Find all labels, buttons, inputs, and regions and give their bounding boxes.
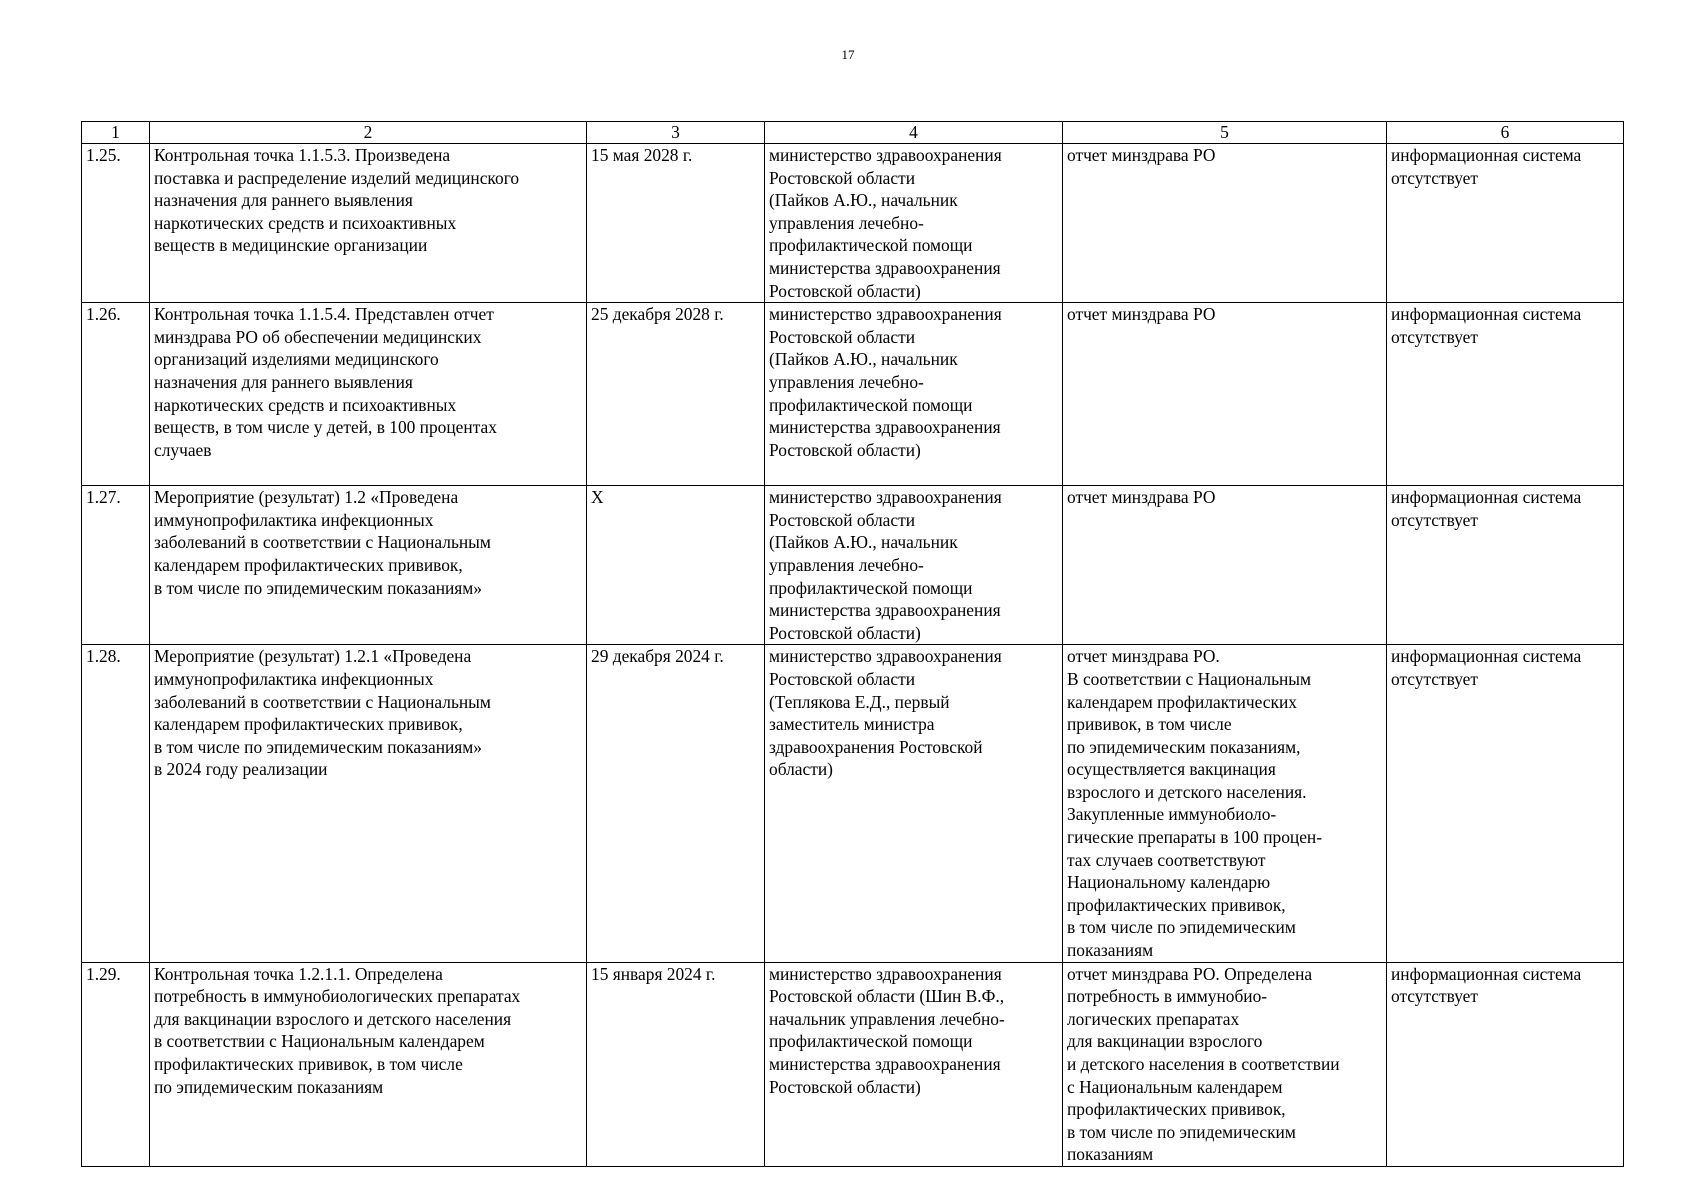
text-line: взрослого и детского населения. <box>1067 781 1307 802</box>
text-line: отчет минздрава РО <box>1067 304 1216 325</box>
header-cell: 4 <box>765 122 1063 144</box>
text-line: веществ в медицинские организации <box>154 235 428 256</box>
document-cell <box>1063 962 1387 1166</box>
row-number: 1.25. <box>82 144 150 303</box>
text-line: по эпидемическим показаниям <box>154 1076 384 1097</box>
text-line: для вакцинации взрослого <box>1067 1031 1263 1052</box>
header-cell: 2 <box>150 122 587 144</box>
text-line: профилактической помощи <box>769 394 973 415</box>
info-system-cell <box>1387 962 1624 1166</box>
text-line: (Теплякова Е.Д., первый <box>769 691 950 712</box>
text-line: профилактических прививок, <box>1067 1099 1286 1120</box>
plan-table <box>81 121 1624 1167</box>
text-line: профилактической помощи <box>769 577 973 598</box>
text-line: Ростовской области <box>769 509 916 530</box>
text-line: с Национальным календарем <box>1067 1076 1283 1097</box>
text-line: осуществляется вакцинация <box>1067 759 1276 780</box>
event-name-cell <box>150 962 587 1166</box>
header-cell: 5 <box>1063 122 1387 144</box>
text-line: управления лечебно- <box>769 371 924 392</box>
text-line: Закупленные иммунобиоло- <box>1067 804 1277 825</box>
event-name-cell <box>150 486 587 645</box>
header-cell: 1 <box>82 122 150 144</box>
text-line: заболеваний в соответствии с Национальным <box>154 691 491 712</box>
document-cell <box>1063 486 1387 645</box>
text-line: Ростовской области (Шин В.Ф., <box>769 986 1005 1007</box>
text-line: заболеваний в соответствии с Национальным <box>154 532 491 553</box>
header-cell: 3 <box>587 122 765 144</box>
row-number: 1.26. <box>82 303 150 486</box>
table-row <box>82 303 1624 486</box>
table-row <box>82 962 1624 1166</box>
text-line: отчет минздрава РО <box>1067 145 1216 165</box>
text-line: в том числе по эпидемическим <box>1067 1121 1296 1142</box>
text-line: календарем профилактических <box>1067 691 1297 712</box>
text-line: Ростовской области) <box>769 439 921 460</box>
date-cell: 25 декабря 2028 г. <box>587 303 765 486</box>
text-line: информационная система <box>1391 145 1582 165</box>
text-line: логических препаратах <box>1067 1008 1240 1029</box>
text-line: министерства здравоохранения <box>769 1054 1001 1074</box>
text-line: потребность в иммунобиологических препаратах <box>154 986 521 1007</box>
text-line: Ростовской области) <box>769 280 921 301</box>
date-cell: Х <box>587 486 765 645</box>
text-line: министерства здравоохранения <box>769 600 1001 621</box>
text-line: в том числе по эпидемическим показаниям» <box>154 736 483 757</box>
responsible-cell <box>765 962 1063 1166</box>
text-line: начальник управления лечебно- <box>769 1008 1005 1029</box>
text-line: показаниям <box>1067 940 1154 961</box>
text-line: прививок, в том числе <box>1067 714 1232 735</box>
document-cell <box>1063 645 1387 962</box>
text-line: Ростовской области <box>769 668 916 689</box>
text-line: министерство здравоохранения <box>769 646 1002 667</box>
text-line: отчет минздрава РО. <box>1067 646 1220 667</box>
text-line: министерства здравоохранения <box>769 417 1001 438</box>
text-line: министерства здравоохранения <box>769 257 1001 278</box>
text-line: Национальному календарю <box>1067 872 1271 893</box>
text-line: (Пайков А.Ю., начальник <box>769 532 958 553</box>
page-number: 17 <box>841 47 855 62</box>
text-line: министерство здравоохранения <box>769 963 1002 984</box>
text-line: отчет минздрава РО <box>1067 487 1216 508</box>
text-line: в соответствии с Национальным календарем <box>154 1031 485 1052</box>
text-line: календарем профилактических прививок, <box>154 554 463 575</box>
text-line: управления лечебно- <box>769 554 924 575</box>
text-line: Ростовской области <box>769 326 916 347</box>
date-cell: 15 мая 2028 г. <box>587 144 765 303</box>
text-line: показаниям <box>1067 1144 1154 1165</box>
text-line: отсутствует <box>1391 326 1478 347</box>
text-line: информационная система <box>1391 963 1582 984</box>
text-line: Мероприятие (результат) 1.2 «Проведена <box>154 487 459 508</box>
text-line: иммунопрофилактика инфекционных <box>154 668 434 689</box>
row-number: 1.27. <box>82 486 150 645</box>
event-name-cell <box>150 144 587 303</box>
document-cell <box>1063 303 1387 486</box>
info-system-cell <box>1387 486 1624 645</box>
text-line: информационная система <box>1391 304 1582 325</box>
text-line: области) <box>769 759 833 780</box>
header-row <box>82 122 1624 144</box>
text-line: профилактической помощи <box>769 235 973 256</box>
text-line: иммунопрофилактика инфекционных <box>154 509 434 530</box>
text-line: для вакцинации взрослого и детского населения <box>154 1008 512 1029</box>
text-line: информационная система <box>1391 487 1582 508</box>
text-line: Мероприятие (результат) 1.2.1 «Проведена <box>154 646 472 667</box>
table-row <box>82 645 1624 962</box>
text-line: случаев <box>154 439 212 460</box>
text-line: в том числе по эпидемическим показаниям» <box>154 577 483 598</box>
text-line: веществ, в том числе у детей, в 100 процентах <box>154 417 497 438</box>
text-line: календарем профилактических прививок, <box>154 714 463 735</box>
header-cell: 6 <box>1387 122 1624 144</box>
text-line: назначения для раннего выявления <box>154 190 413 211</box>
table-row <box>82 486 1624 645</box>
text-line: отсутствует <box>1391 668 1478 689</box>
table-row <box>82 144 1624 303</box>
text-line: Ростовской области) <box>769 622 921 643</box>
text-line: профилактических прививок, в том числе <box>154 1054 463 1074</box>
text-line: гические препараты в 100 процен- <box>1067 827 1323 848</box>
text-line: (Пайков А.Ю., начальник <box>769 190 958 211</box>
text-line: наркотических средств и психоактивных <box>154 212 457 233</box>
text-line: профилактических прививок, <box>1067 894 1286 915</box>
text-line: по эпидемическим показаниям, <box>1067 736 1301 757</box>
row-number: 1.29. <box>82 962 150 1166</box>
text-line: профилактической помощи <box>769 1031 973 1052</box>
text-line: в том числе по эпидемическим <box>1067 917 1296 938</box>
text-line: Контрольная точка 1.1.5.4. Представлен отчет <box>154 304 494 325</box>
text-line: Ростовской области) <box>769 1076 921 1097</box>
info-system-cell <box>1387 144 1624 303</box>
date-cell: 15 января 2024 г. <box>587 962 765 1166</box>
text-line: Контрольная точка 1.2.1.1. Определена <box>154 963 443 984</box>
text-line: здравоохранения Ростовской <box>769 736 983 757</box>
text-line: организаций изделиями медицинского <box>154 349 439 370</box>
text-line: министерство здравоохранения <box>769 145 1002 165</box>
text-line: назначения для раннего выявления <box>154 371 413 392</box>
responsible-cell <box>765 645 1063 962</box>
text-line: отсутствует <box>1391 509 1478 530</box>
text-line: и детского населения в соответствии <box>1067 1054 1340 1074</box>
text-line: отсутствует <box>1391 986 1478 1007</box>
text-line: потребность в иммунобио- <box>1067 986 1268 1007</box>
row-number: 1.28. <box>82 645 150 962</box>
responsible-cell <box>765 144 1063 303</box>
text-line: управления лечебно- <box>769 212 924 233</box>
text-line: Контрольная точка 1.1.5.3. Произведена <box>154 145 451 165</box>
info-system-cell <box>1387 645 1624 962</box>
text-line: наркотических средств и психоактивных <box>154 394 457 415</box>
responsible-cell <box>765 303 1063 486</box>
document-cell <box>1063 144 1387 303</box>
text-line: министерство здравоохранения <box>769 304 1002 325</box>
responsible-cell <box>765 486 1063 645</box>
text-line: отчет минздрава РО. Определена <box>1067 963 1313 984</box>
date-cell: 29 декабря 2024 г. <box>587 645 765 962</box>
text-line: тах случаев соответствуют <box>1067 849 1266 870</box>
event-name-cell <box>150 645 587 962</box>
text-line: информационная система <box>1391 646 1582 667</box>
text-line: отсутствует <box>1391 167 1478 188</box>
text-line: поставка и распределение изделий медицинского <box>154 167 520 188</box>
text-line: министерство здравоохранения <box>769 487 1002 508</box>
event-name-cell <box>150 303 587 486</box>
text-line: в 2024 году реализации <box>154 759 328 780</box>
text-line: Ростовской области <box>769 167 916 188</box>
text-line: (Пайков А.Ю., начальник <box>769 349 958 370</box>
text-line: В соответствии с Национальным <box>1067 668 1311 689</box>
info-system-cell <box>1387 303 1624 486</box>
text-line: заместитель министра <box>769 714 935 735</box>
text-line: минздрава РО об обеспечении медицинских <box>154 326 482 347</box>
